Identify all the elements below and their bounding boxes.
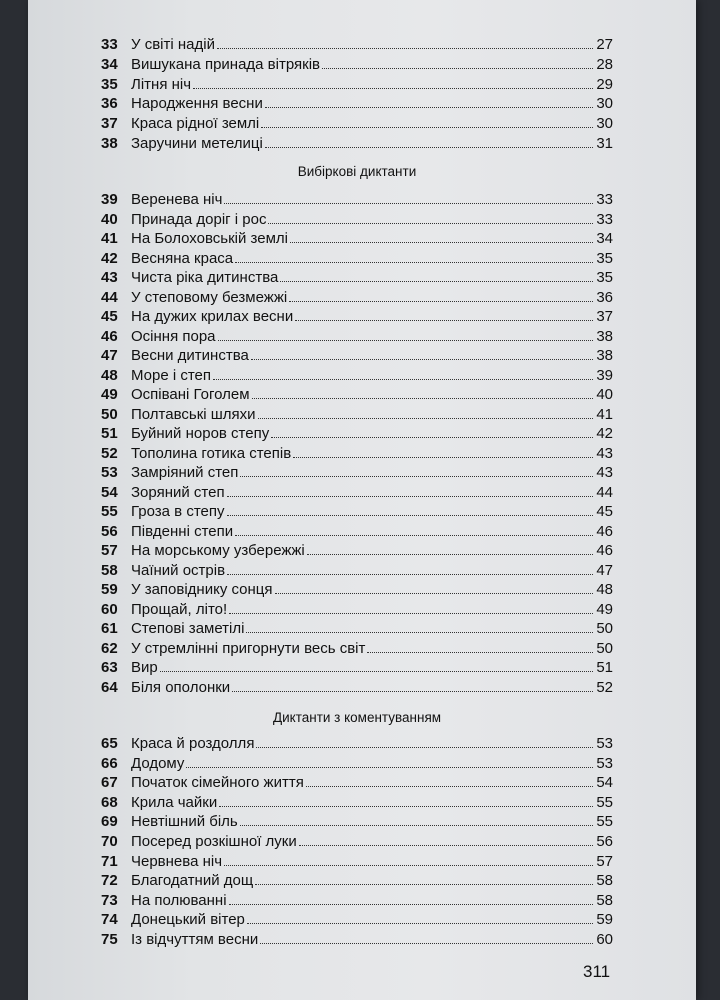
toc-entry (101, 560, 613, 579)
toc-entry-page: 57 (596, 852, 613, 870)
toc-entry (101, 772, 613, 791)
dot-leader (235, 262, 593, 263)
toc-entry-number: 52 (101, 444, 118, 462)
dot-leader (293, 457, 593, 458)
toc-entry-title: Посеред розкішної луки (131, 833, 297, 850)
toc-entry (101, 890, 613, 909)
toc-entry-number: 66 (101, 754, 118, 772)
dot-leader (306, 786, 593, 787)
toc-entry-title: У стремлінні пригорнути весь світ (131, 639, 366, 657)
toc-entry (101, 909, 613, 928)
dot-leader (213, 379, 593, 380)
toc-entry (101, 365, 613, 384)
toc-entry-page: 55 (596, 793, 613, 811)
dot-leader (258, 418, 593, 419)
toc-entry-title: Благодатний дощ (131, 872, 254, 890)
toc-entry-number: 41 (101, 230, 118, 247)
dot-leader (289, 301, 593, 302)
dot-leader (322, 68, 593, 69)
toc-entry (101, 133, 613, 152)
toc-entry-page: 51 (596, 659, 613, 676)
toc-entry-number: 46 (101, 327, 118, 345)
toc-entry-number: 59 (101, 581, 118, 598)
toc-entry-page: 30 (596, 95, 613, 113)
toc-entry (101, 113, 613, 132)
toc-entry-number: 69 (101, 813, 118, 831)
toc-entry-title: Полтавські шляхи (131, 405, 256, 423)
toc-entry-number: 65 (101, 735, 118, 752)
dot-leader (224, 203, 593, 204)
toc-entry (101, 326, 613, 345)
dot-leader (227, 496, 593, 497)
toc-entry (101, 248, 613, 267)
toc-entry-title: Додому (131, 754, 185, 772)
dot-leader (256, 747, 593, 748)
toc-entry-number: 38 (101, 135, 118, 152)
toc-entry-number: 48 (101, 366, 118, 384)
toc-entry-title: Краса рідної землі (131, 115, 260, 133)
toc-entry-page: 46 (596, 522, 613, 540)
toc-entry-title: Зоряний степ (131, 483, 225, 501)
toc-entry-title: На морському узбережжі (131, 542, 305, 559)
toc-entry-number: 51 (101, 425, 118, 442)
toc-entry-page: 47 (596, 561, 613, 579)
dot-leader (307, 554, 593, 555)
toc-entry-number: 68 (101, 793, 118, 811)
toc-entry-number: 42 (101, 249, 118, 267)
dot-leader (240, 825, 593, 826)
toc-entry (101, 618, 613, 637)
dot-leader (275, 593, 593, 594)
dot-leader (265, 107, 593, 108)
toc-entry-page: 43 (596, 444, 613, 462)
toc-entry-page: 54 (596, 774, 613, 792)
toc-entry-title: Веренева ніч (131, 191, 223, 208)
toc-entry-page: 43 (596, 464, 613, 481)
toc-entry-number: 35 (101, 75, 118, 93)
dot-leader (367, 652, 593, 653)
toc-entry-number: 50 (101, 405, 118, 423)
toc-entry (101, 93, 613, 112)
dot-leader (224, 865, 593, 866)
toc-entry (101, 423, 613, 442)
toc-entry-number: 63 (101, 659, 118, 676)
toc-entry-number: 64 (101, 678, 118, 696)
dot-leader (299, 845, 593, 846)
toc-entry (101, 306, 613, 325)
toc-entry-number: 62 (101, 639, 118, 657)
toc-entry (101, 870, 613, 889)
toc-entry-page: 46 (596, 542, 613, 559)
toc-entry-page: 60 (596, 931, 613, 948)
toc-entry-title: Південні степи (131, 522, 234, 540)
toc-entry-number: 73 (101, 891, 118, 909)
toc-entry-page: 59 (596, 911, 613, 929)
toc-entry (101, 831, 613, 850)
toc-entry (101, 482, 613, 501)
toc-entry-page: 58 (596, 891, 613, 909)
toc-entry (101, 851, 613, 870)
toc-entry-title: Народження весни (131, 95, 263, 113)
toc-entry-number: 43 (101, 269, 118, 286)
toc-entry (101, 384, 613, 403)
toc-entry (101, 929, 613, 948)
toc-entry-title: Тополина готика степів (131, 444, 292, 462)
toc-entry-number: 72 (101, 872, 118, 890)
toc-entry-title: Вишукана принада вітряків (131, 55, 321, 73)
dot-leader (260, 943, 593, 944)
toc-entry-title: Оспівані Гоголем (131, 386, 250, 403)
toc-entry-number: 54 (101, 483, 118, 501)
toc-entry-title: Початок сімейного життя (131, 774, 304, 792)
toc-entry (101, 599, 613, 618)
toc-entry-number: 71 (101, 852, 118, 870)
dot-leader (235, 535, 593, 536)
dot-leader (240, 476, 593, 477)
toc-entry-page: 30 (596, 115, 613, 133)
toc-entry-title: Чиста ріка дитинства (131, 269, 279, 286)
toc-entry-page: 38 (596, 347, 613, 364)
page-number: 311 (583, 962, 611, 981)
toc-entry-title: На полюванні (131, 891, 227, 909)
toc-entry-title: Заручини метелиці (131, 135, 263, 152)
toc-entry-title: Степові заметілі (131, 620, 245, 637)
toc-entry-page: 53 (596, 735, 613, 752)
toc-entry-number: 34 (101, 55, 118, 73)
toc-entry-number: 47 (101, 347, 118, 364)
dot-leader (219, 806, 593, 807)
toc-entry-number: 45 (101, 308, 118, 325)
toc-entry-title: Чаїний острів (131, 561, 226, 579)
toc-entry (101, 657, 613, 676)
toc-entry-number: 39 (101, 191, 118, 208)
toc-entry (101, 501, 613, 520)
dot-leader (229, 904, 593, 905)
dot-leader (268, 223, 593, 224)
toc-entry-title: Із відчуттям весни (131, 931, 259, 948)
toc-entry-page: 55 (596, 813, 613, 831)
toc-entry-number: 56 (101, 522, 118, 540)
toc-entry-number: 55 (101, 503, 118, 520)
toc-entry-page: 42 (596, 425, 613, 442)
toc-entry-page: 33 (596, 191, 613, 208)
dot-leader (193, 88, 593, 89)
toc-entry-page: 37 (596, 308, 613, 325)
toc-entry-page: 29 (596, 75, 613, 93)
dot-leader (227, 515, 594, 516)
toc-entry-number: 37 (101, 115, 118, 133)
toc-entry-number: 74 (101, 911, 118, 929)
toc-entry (101, 540, 613, 559)
dot-leader (271, 437, 593, 438)
toc-entry-number: 44 (101, 288, 118, 306)
toc-entry (101, 753, 613, 772)
dot-leader (280, 281, 593, 282)
dot-leader (232, 691, 593, 692)
toc-entry (101, 579, 613, 598)
toc-entry (101, 74, 613, 93)
toc-entry (101, 792, 613, 811)
toc-entry-page: 56 (596, 833, 613, 850)
dot-leader (251, 359, 593, 360)
toc-entry-page: 40 (596, 386, 613, 403)
toc-entry-page: 44 (596, 483, 613, 501)
toc-entry-title: Осіння пора (131, 327, 216, 345)
dot-leader (246, 632, 593, 633)
toc-entry (101, 34, 613, 53)
toc-entry (101, 287, 613, 306)
dot-leader (290, 242, 593, 243)
toc-entry-page: 41 (596, 405, 613, 423)
toc-entry-title: На Болоховській землі (131, 230, 288, 247)
toc-entry (101, 521, 613, 540)
toc-entry-title: Крила чайки (131, 793, 218, 811)
dot-leader (295, 320, 593, 321)
toc-entry-title: У світі надій (131, 36, 215, 53)
toc-entry-page: 31 (596, 135, 613, 152)
toc-entry-page: 27 (596, 36, 613, 53)
toc-entry-title: На дужих крилах весни (131, 308, 294, 325)
toc-entry-number: 36 (101, 95, 118, 113)
dot-leader (217, 48, 593, 49)
toc-entry-number: 60 (101, 600, 118, 618)
toc-entry-page: 45 (596, 503, 613, 520)
dot-leader (247, 923, 593, 924)
toc-entry (101, 462, 613, 481)
section-heading-commented: Диктанти з коментуванням (272, 710, 442, 725)
toc-entry (101, 443, 613, 462)
toc-entry-title: Весняна краса (131, 249, 234, 267)
toc-entry-number: 49 (101, 386, 118, 403)
toc-entry-title: У заповіднику сонця (131, 581, 273, 598)
toc-entry-number: 33 (101, 36, 118, 53)
toc-entry-title: Донецький вітер (131, 911, 245, 929)
toc-entry-page: 33 (596, 210, 613, 228)
toc-entry-page: 49 (596, 600, 613, 618)
dot-leader (227, 574, 593, 575)
toc-entry (101, 189, 613, 208)
toc-entry-title: Вир (131, 659, 158, 676)
toc-entry (101, 404, 613, 423)
toc-entry-title: Море і степ (131, 366, 212, 384)
toc-entry (101, 228, 613, 247)
toc-entry (101, 54, 613, 73)
toc-entry-title: Гроза в степу (131, 503, 225, 520)
toc-entry-number: 75 (101, 931, 118, 948)
toc-entry (101, 811, 613, 830)
toc-entry-number: 70 (101, 833, 118, 850)
section-heading-selective: Вибіркові диктанти (297, 164, 417, 179)
toc-entry-page: 35 (596, 269, 613, 286)
toc-entry (101, 345, 613, 364)
toc-entry-title: Весни дитинства (131, 347, 249, 364)
toc-entry-title: Принада доріг і рос (131, 210, 267, 228)
toc-entry-number: 40 (101, 210, 118, 228)
toc-entry-page: 48 (596, 581, 613, 598)
toc-entry-page: 34 (596, 230, 613, 247)
dot-leader (218, 340, 593, 341)
toc-entry-page: 28 (596, 55, 613, 73)
toc-entry-page: 50 (596, 639, 613, 657)
toc-entry-page: 35 (596, 249, 613, 267)
dot-leader (229, 613, 593, 614)
toc-entry-title: Прощай, літо! (131, 600, 228, 618)
toc-entry-number: 67 (101, 774, 118, 792)
toc-entry-number: 57 (101, 542, 118, 559)
toc-entry-number: 61 (101, 620, 118, 637)
toc-entry-title: Замріяний степ (131, 464, 239, 481)
toc-entry-page: 50 (596, 620, 613, 637)
dot-leader (261, 127, 593, 128)
dot-leader (186, 767, 593, 768)
toc-entry-number: 53 (101, 464, 118, 481)
book-page (28, 0, 696, 1000)
toc-entry (101, 677, 613, 696)
toc-entry-page: 36 (596, 288, 613, 306)
dot-leader (252, 398, 593, 399)
toc-entry-number: 58 (101, 561, 118, 579)
toc-entry (101, 733, 613, 752)
toc-entry-title: Червнева ніч (131, 852, 223, 870)
toc-entry-title: Невтішний біль (131, 813, 238, 831)
toc-entry-page: 58 (596, 872, 613, 890)
toc-entry-page: 52 (596, 678, 613, 696)
toc-entry (101, 267, 613, 286)
toc-entry-title: Краса й роздолля (131, 735, 255, 752)
dot-leader (265, 147, 593, 148)
toc-entry (101, 209, 613, 228)
toc-entry-title: Біля ополонки (131, 678, 231, 696)
dot-leader (255, 884, 593, 885)
toc-entry-title: Буйний норов степу (131, 425, 270, 442)
toc-entry-title: У степовому безмежжі (131, 288, 288, 306)
toc-entry-title: Літня ніч (131, 75, 192, 93)
toc-entry-page: 38 (596, 327, 613, 345)
toc-entry-page: 39 (596, 366, 613, 384)
toc-entry (101, 638, 613, 657)
toc-entry-page: 53 (596, 754, 613, 772)
dot-leader (160, 671, 593, 672)
